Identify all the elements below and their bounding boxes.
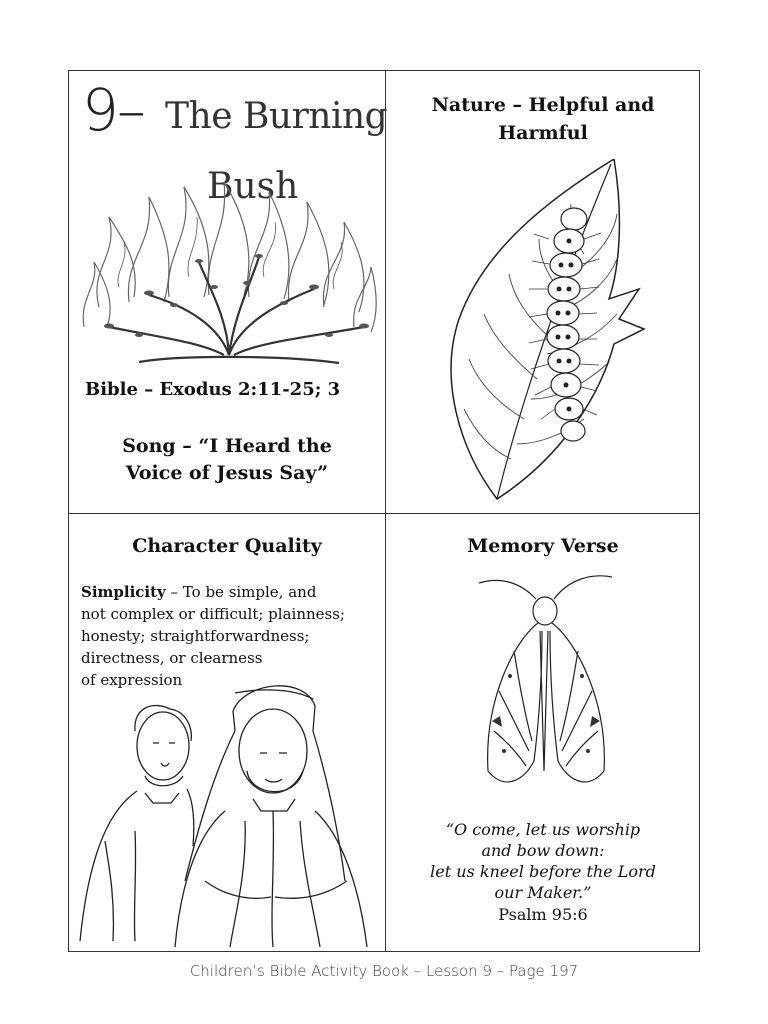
two-men-illustration xyxy=(75,671,375,949)
page-footer: Children’s Bible Activity Book – Lesson 9 – Page 197 xyxy=(189,962,579,980)
definition-line4: directness, or clearness xyxy=(81,649,263,667)
memory-verse-heading: Memory Verse xyxy=(467,535,619,557)
horizontal-divider xyxy=(69,513,699,514)
verse-line4: our Maker.” xyxy=(494,883,592,902)
verse-line1: “O come, let us worship xyxy=(445,820,641,839)
definition-line2: not complex or difficult; plainness; xyxy=(81,605,345,623)
lesson-number: 9– xyxy=(82,76,144,144)
verse-line3: let us kneel before the Lord xyxy=(430,862,656,881)
memory-verse-text xyxy=(385,819,701,903)
definition-line1: Simplicity – To be simple, and xyxy=(81,583,317,601)
lesson-title-line1: The Burning xyxy=(165,96,388,137)
verse-reference: Psalm 95:6 xyxy=(498,905,588,924)
song-title xyxy=(69,433,385,487)
lesson-card-grid xyxy=(68,70,700,952)
definition-line5: of expression xyxy=(81,671,183,689)
song-line1: Song – “I Heard the xyxy=(122,435,332,457)
quality-term: Simplicity xyxy=(81,583,166,601)
moth-illustration xyxy=(474,571,619,806)
burning-bush-illustration xyxy=(79,177,379,367)
definition-line3: honesty; straightforwardness; xyxy=(81,627,310,645)
character-quality-heading: Character Quality xyxy=(132,535,322,557)
nature-heading xyxy=(385,91,701,147)
lesson-title-line2: Bush xyxy=(207,166,299,207)
verse-line2: and bow down: xyxy=(481,841,605,860)
caterpillar-leaf-illustration xyxy=(439,159,649,504)
nature-line1: Nature – Helpful and xyxy=(431,94,655,116)
nature-line2: Harmful xyxy=(498,122,588,144)
song-line2: Voice of Jesus Say” xyxy=(125,462,329,484)
bible-reference: Bible – Exodus 2:11-25; 3 xyxy=(85,379,341,400)
